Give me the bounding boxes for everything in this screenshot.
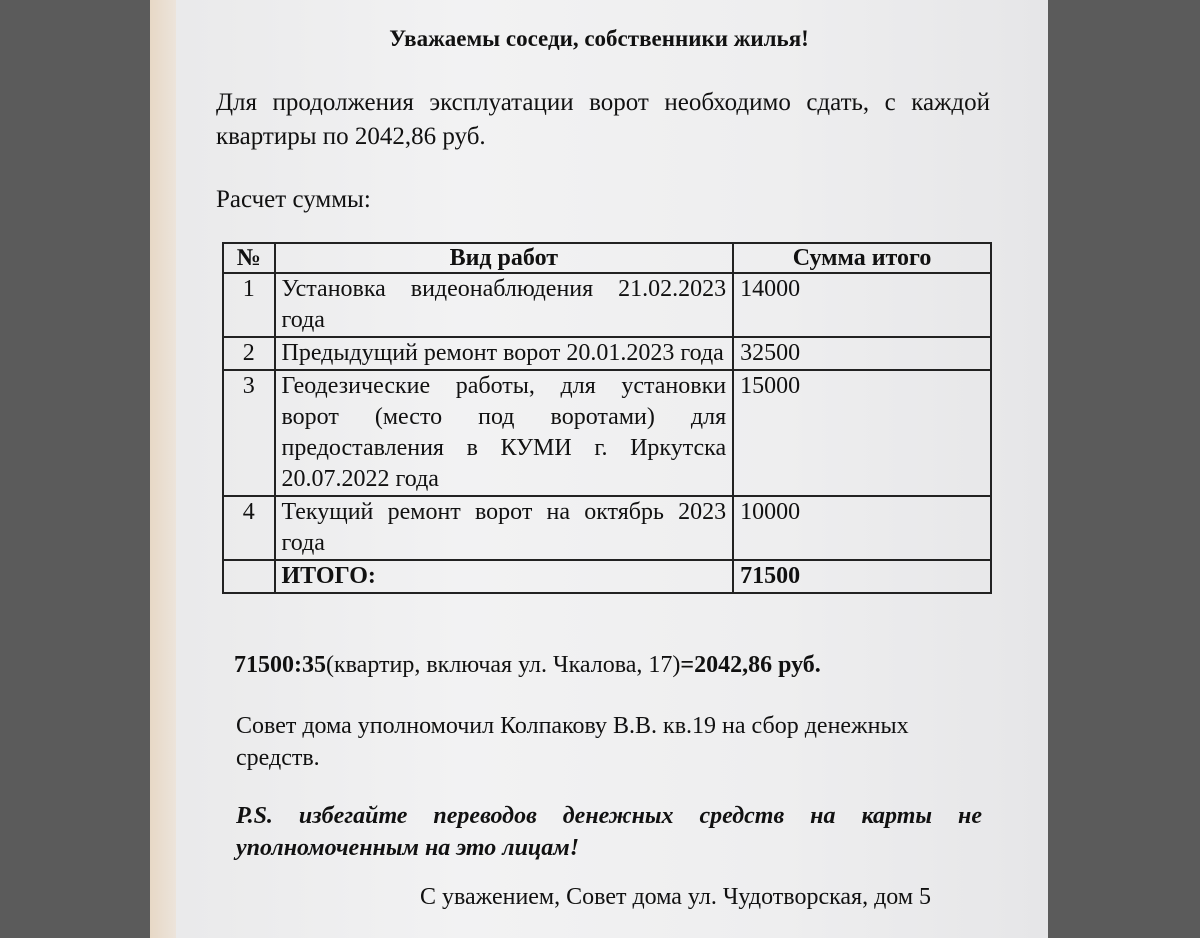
row-no: 3 bbox=[223, 370, 275, 496]
header-work: Вид работ bbox=[275, 243, 734, 273]
calculation-middle: (квартир, включая ул. Чкалова, 17) bbox=[326, 652, 681, 678]
table-row bbox=[223, 273, 991, 337]
row-sum: 15000 bbox=[733, 370, 991, 496]
calc-heading: Расчет суммы: bbox=[216, 186, 371, 213]
ps-note: P.S. избегайте переводов денежных средств на карты не уполномоченным на это лицам! bbox=[236, 803, 982, 861]
row-sum: 32500 bbox=[733, 337, 991, 370]
total-row bbox=[223, 560, 991, 593]
calculation-result: =2042,86 руб. bbox=[680, 652, 821, 678]
row-work: Геодезические работы, для установки ворот (место под воротами) для предоставления в КУМИ г. Иркутска 20.07.2022 года bbox=[275, 370, 734, 496]
photo-background-left bbox=[0, 0, 150, 938]
row-no: 1 bbox=[223, 273, 275, 337]
row-no: 2 bbox=[223, 337, 275, 370]
table-row bbox=[223, 496, 991, 560]
row-work: Текущий ремонт ворот на октябрь 2023 года bbox=[275, 496, 734, 560]
row-sum: 14000 bbox=[733, 273, 991, 337]
row-no: 4 bbox=[223, 496, 275, 560]
row-work: Установка видеонаблюдения 21.02.2023 года bbox=[275, 273, 734, 337]
calculation-line bbox=[234, 652, 821, 679]
notice-title: Уважаемы соседи, собственники жилья! bbox=[389, 26, 809, 51]
calculation-lead: 71500:35 bbox=[234, 652, 326, 678]
works-table bbox=[222, 242, 992, 594]
total-no bbox=[223, 560, 275, 593]
total-value: 71500 bbox=[733, 560, 991, 593]
paper-edge-strip bbox=[150, 0, 176, 938]
header-no: № bbox=[223, 243, 275, 273]
row-work: Предыдущий ремонт ворот 20.01.2023 года bbox=[275, 337, 734, 370]
council-note: Совет дома уполномочил Колпакову В.В. кв.19 на сбор денежных средств. bbox=[236, 713, 909, 771]
table-row bbox=[223, 337, 991, 370]
signature: С уважением, Совет дома ул. Чудотворская, дом 5 bbox=[420, 884, 932, 910]
header-sum: Сумма итого bbox=[733, 243, 991, 273]
row-sum: 10000 bbox=[733, 496, 991, 560]
photo-background-right bbox=[1048, 0, 1200, 938]
intro-paragraph: Для продолжения эксплуатации ворот необходимо сдать, с каждой квартиры по 2042,86 руб. bbox=[216, 89, 990, 150]
notice-paper bbox=[150, 0, 1048, 938]
total-label: ИТОГО: bbox=[275, 560, 734, 593]
table-row bbox=[223, 370, 991, 496]
table-header-row bbox=[223, 243, 991, 273]
notice-content bbox=[150, 0, 1048, 938]
